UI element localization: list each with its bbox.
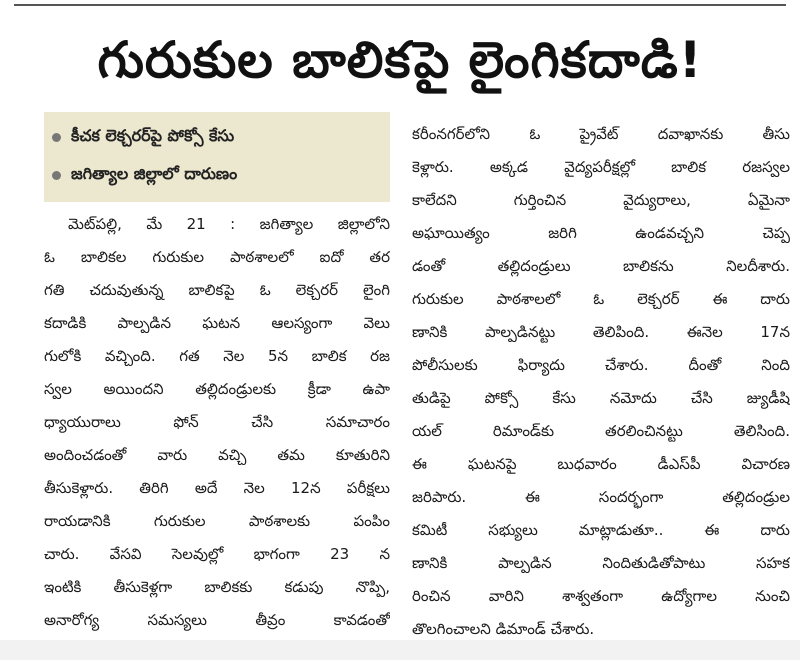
highlight-item xyxy=(52,156,382,194)
headline: గురుకుల బాలికపై లైంగికదాడి! xyxy=(97,31,703,89)
body-line: కదాడికి పాల్పడిన ఘటన ఆలస్యంగా వెలు xyxy=(44,314,390,332)
body-line: పోలీసులకు ఫిర్యాదు చేశారు. దీంతో నింది xyxy=(412,356,790,374)
body-line: ఓ బాలికల గురుకుల పాఠశాలలో ఐదో తర xyxy=(44,248,390,266)
highlight-text: కీచక లెక్చరర్‌పై పోక్సో కేసు xyxy=(71,125,235,145)
body-line: ఇంటికి తీసుకెళ్లగా బాలికకు కడుపు నొప్పి, xyxy=(44,578,390,596)
body-line: రించిన వారిని శాశ్వతంగా ఉద్యోగాల నుంచి xyxy=(412,587,790,605)
body-line: తొలగించాలని డిమాండ్ చేశారు. xyxy=(412,620,595,638)
body-line: కాలేదని గుర్తించిన వైద్యురాలు, ఏమైనా xyxy=(412,191,790,209)
body-line: చారు. వేసవి సెలవుల్లో భాగంగా 23 న xyxy=(44,545,390,563)
body-line: కమిటీ సభ్యులు మాట్లాడుతూ.. ఈ దారు xyxy=(412,521,790,539)
right-column xyxy=(412,118,790,646)
body-line: తుడిపై పోక్సో కేసు నమోదు చేసి జ్యుడీషి xyxy=(412,389,790,407)
bottom-strip xyxy=(0,640,800,660)
body-line: మెట్‌పల్లి, మే 21 : జగిత్యాల జిల్లాలోని xyxy=(68,215,390,233)
body-line: కెళ్లారు. అక్కడ వైద్యపరీక్షల్లో బాలిక రజస్వల xyxy=(412,158,790,176)
body-line: జరిపారు. ఈ సందర్భంగా తల్లిదండ్రుల xyxy=(412,488,790,506)
body-line: డంతో తల్లిదండ్రులు బాలికను నిలదీశారు. xyxy=(412,257,790,275)
highlights-box xyxy=(44,112,390,202)
bullet-dot-icon xyxy=(52,171,61,180)
body-line: యల్ రిమాండ్‌కు తరలించినట్టు తెలిసింది. xyxy=(412,422,790,440)
bullet-dot-icon xyxy=(52,133,61,142)
body-line: ఈ ఘటనపై బుధవారం డీఎస్‌పీ విచారణ xyxy=(412,455,790,473)
left-column xyxy=(44,112,390,637)
body-line: స్వల అయిందని తల్లిదండ్రులకు క్రీడా ఉపా xyxy=(44,380,390,398)
body-line: అందించడంతో వారు వచ్చి తమ కూతురిని xyxy=(44,446,390,464)
highlight-item xyxy=(52,118,382,156)
top-rule xyxy=(14,4,786,6)
body-line: రాయడానికి గురుకుల పాఠశాలకు పంపిం xyxy=(44,512,390,530)
highlight-text: జగిత్యాల జిల్లాలో దారుణం xyxy=(71,163,238,183)
body-line: అనారోగ్య సమస్యలు తీవ్రం కావడంతో xyxy=(44,611,390,629)
body-line: కరీంనగర్‌లోని ఓ ప్రైవేట్ దవాఖానకు తీసు xyxy=(412,125,790,143)
article-body-left xyxy=(44,208,390,637)
body-line: తీసుకెళ్లారు. తిరిగి అదే నెల 12న పరీక్షలు xyxy=(44,479,390,497)
body-line: ణానికి పాల్పడిన నిందితుడితోపాటు సహక xyxy=(412,554,790,572)
body-line: గురుకుల పాఠశాలలో ఓ లెక్చరర్ ఈ దారు xyxy=(412,290,790,308)
body-line: గతి చదువుతున్న బాలికపై ఓ లెక్చరర్ లైంగి xyxy=(44,281,390,299)
body-line: అఘాయిత్యం జరిగి ఉండవచ్చని చెప్ప xyxy=(412,224,790,242)
body-line: ధ్యాయురాలు ఫోన్ చేసి సమాచారం xyxy=(44,413,390,431)
body-line: ణానికి పాల్పడినట్టు తెలిపింది. ఈనెల 17న xyxy=(412,323,790,341)
body-line: గులోకి వచ్చింది. గత నెల 5న బాలిక రజ xyxy=(44,347,390,365)
